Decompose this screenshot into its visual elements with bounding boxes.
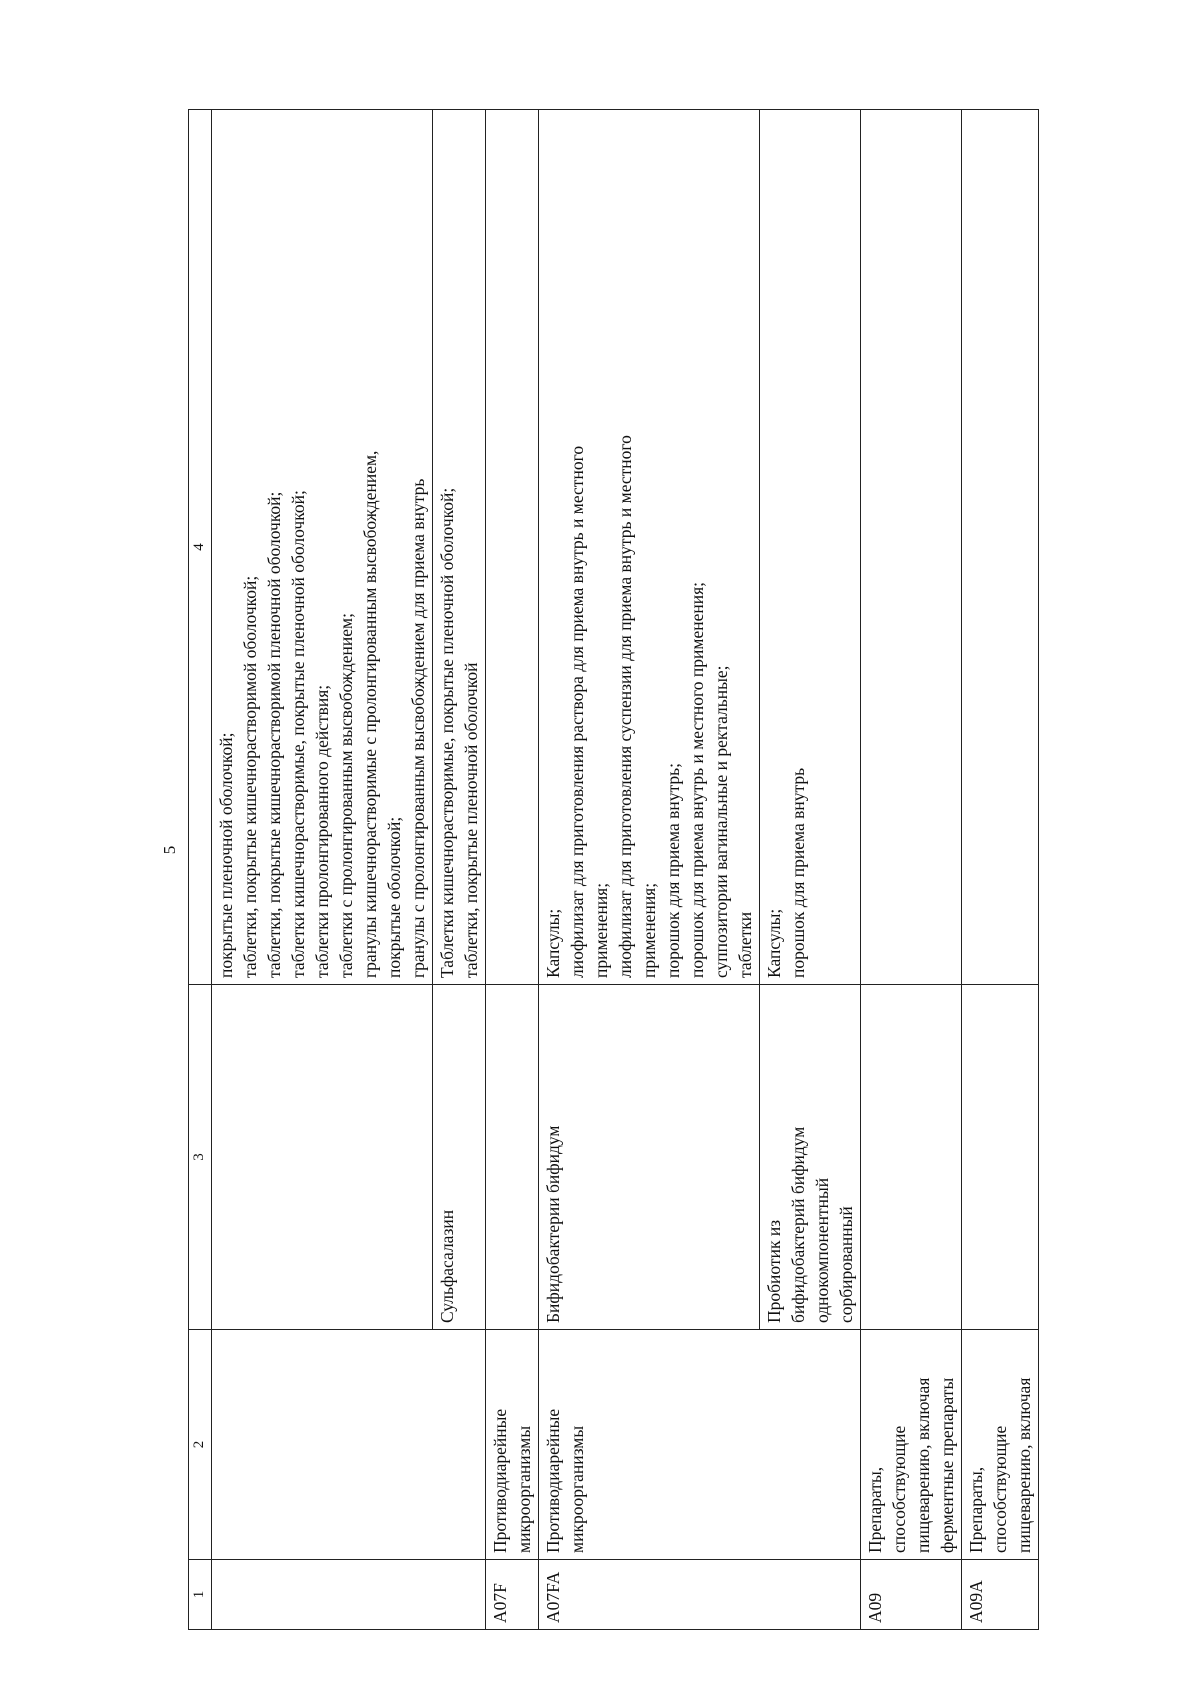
table-row xyxy=(539,110,760,1630)
dosage-form-line: таблетки, покрытые пленочной оболочкой xyxy=(461,662,481,978)
dosage-form-line: лиофилизат для приготовления раствора для приема внутрь и местного xyxy=(567,445,587,978)
atc-code-cell: A07F xyxy=(486,1560,539,1630)
dosage-form-line: гранулы кишечнорастворимые с пролонгированным высвобождением, xyxy=(360,450,380,978)
group-name-line: пищеварению, включая xyxy=(913,1377,933,1553)
group-name-line: пищеварению, включая xyxy=(1014,1377,1034,1553)
dosage-form-line: таблетки xyxy=(735,911,755,978)
drug-name-cell xyxy=(486,985,539,1330)
table-row xyxy=(486,110,539,1630)
group-name-line: Противодиарейные xyxy=(543,1408,563,1553)
atc-code-cell: A07FA xyxy=(539,1560,861,1630)
group-name-cell xyxy=(212,1330,486,1560)
drug-name-cell xyxy=(962,985,1039,1330)
dosage-form-line: применения; xyxy=(639,882,659,978)
dosage-form-line: покрытые оболочкой; xyxy=(384,816,404,978)
table-header-row xyxy=(189,110,212,1630)
drug-name-cell xyxy=(212,985,433,1330)
group-name-line: способствующие xyxy=(889,1425,909,1553)
atc-code-cell: A09A xyxy=(962,1560,1039,1630)
dosage-form-line: порошок для приема внутрь и местного применения; xyxy=(687,582,707,978)
group-name-line: Препараты, xyxy=(966,1466,986,1553)
drug-table xyxy=(188,109,1039,1630)
dosage-form-line: таблетки с пролонгированным высвобождением; xyxy=(336,613,356,978)
dosage-forms-cell xyxy=(539,110,760,985)
dosage-form-line: Капсулы; xyxy=(764,908,784,978)
table-row xyxy=(962,110,1039,1630)
group-name-line: Противодиарейные xyxy=(490,1408,510,1553)
group-name-line: Препараты, xyxy=(865,1466,885,1553)
header-cell-3: 3 xyxy=(189,985,212,1330)
dosage-forms-cell xyxy=(212,110,433,985)
drug-name-cell xyxy=(861,985,962,1330)
header-cell-1: 1 xyxy=(189,1560,212,1630)
group-name-line: ферментные препараты xyxy=(937,1377,957,1553)
header-cell-2: 2 xyxy=(189,1330,212,1560)
dosage-form-line: гранулы с пролонгированным высвобождением для приема внутрь xyxy=(408,478,428,978)
header-cell-4: 4 xyxy=(189,110,212,985)
group-name-cell xyxy=(962,1330,1039,1560)
atc-code-cell xyxy=(212,1560,486,1630)
dosage-form-line: лиофилизат для приготовления суспензии для приема внутрь и местного xyxy=(615,435,635,978)
dosage-form-line: таблетки, покрытые кишечнорастворимой пленочной оболочкой; xyxy=(264,491,284,978)
dosage-form-line: таблетки пролонгированного действия; xyxy=(312,684,332,978)
dosage-forms-cell xyxy=(760,110,861,985)
dosage-form-line: применения; xyxy=(591,882,611,978)
page-number: 5 xyxy=(160,845,179,855)
group-name-cell xyxy=(486,1330,539,1560)
dosage-form-line: порошок для приема внутрь xyxy=(788,767,808,978)
dosage-form-line: таблетки кишечнорастворимые, покрытые пленочной оболочкой; xyxy=(288,490,308,978)
group-name-cell xyxy=(539,1330,861,1560)
drug-name-cell: Сульфасалазин xyxy=(433,985,486,1330)
atc-code-cell: A09 xyxy=(861,1560,962,1630)
table-row xyxy=(861,110,962,1630)
drug-name-cell: Пробиотик из бифидобактерий бифидум однокомпонентный сорбированный xyxy=(760,985,861,1330)
dosage-forms-cell xyxy=(861,110,962,985)
group-name-cell xyxy=(861,1330,962,1560)
drug-name-cell: Бифидобактерии бифидум xyxy=(539,985,760,1330)
dosage-forms-cell xyxy=(962,110,1039,985)
dosage-form-line: Капсулы; xyxy=(543,908,563,978)
dosage-forms-cell xyxy=(486,110,539,985)
group-name-line: микроорганизмы xyxy=(567,1425,587,1553)
table-rotation-wrapper xyxy=(188,110,1108,1630)
dosage-form-line: покрытые пленочной оболочкой; xyxy=(216,732,236,978)
dosage-form-line: порошок для приема внутрь; xyxy=(663,763,683,978)
table-row xyxy=(212,110,433,1630)
dosage-form-line: таблетки, покрытые кишечнорастворимой оболочкой; xyxy=(240,575,260,978)
dosage-forms-cell xyxy=(433,110,486,985)
dosage-form-line: суппозитории вагинальные и ректальные; xyxy=(711,665,731,978)
table-body xyxy=(189,110,1039,1630)
group-name-line: микроорганизмы xyxy=(514,1425,534,1553)
group-name-line: способствующие xyxy=(990,1425,1010,1553)
dosage-form-line: Таблетки кишечнорастворимые, покрытые пленочной оболочкой; xyxy=(437,487,457,978)
